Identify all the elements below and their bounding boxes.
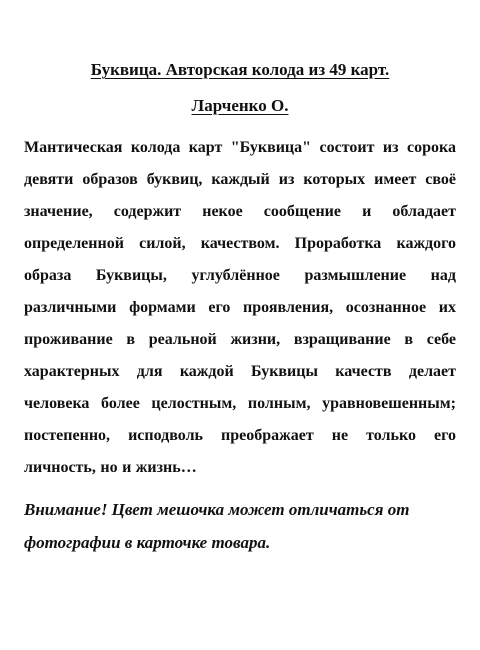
document-author: Ларченко О.	[191, 96, 289, 115]
notice-text: Внимание! Цвет мешочка может отличаться от фотографии в карточке товара.	[24, 500, 410, 552]
document-body-paragraph: Мантическая колода карт "Буквица" состоит из сорока девяти образов буквиц, каждый из которых имеет своё значение, содержит некое сообщение и обладает определенной силой, качеством. Проработка каждого образа Буквицы, углублённое размышление над различными формами его проявления, осознанное их проживание в реальной жизни, взращивание в себе характерных для каждой Буквицы качеств делает человека более целостным, полным, уравновешенным; постепенно, исподволь преображает не только его личность, но и жизнь…	[24, 139, 456, 476]
document-page	[24, 58, 456, 559]
document-title: Буквица. Авторская колода из 49 карт.	[90, 60, 390, 79]
